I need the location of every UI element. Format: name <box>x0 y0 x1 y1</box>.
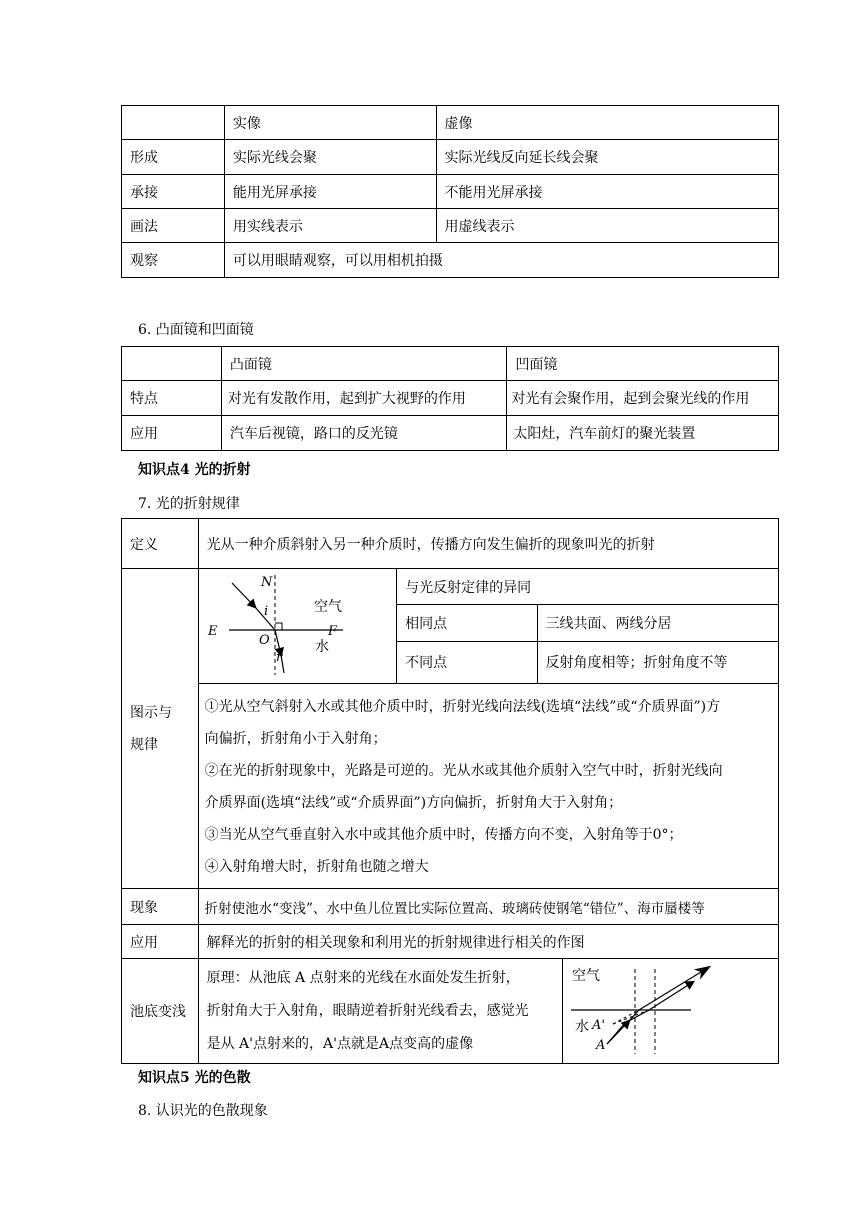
table-row <box>122 175 779 209</box>
table-row <box>122 140 779 175</box>
pool-cell <box>198 959 778 1064</box>
table-cell: 能用光屏承接 <box>224 175 436 209</box>
phenomenon-text: 折射使池水“变浅”、水中鱼儿位置比实际位置高、玻璃砖使钢笔“错位”、海市蜃楼等 <box>198 889 778 925</box>
section-6-title: 6. 凸面镜和凹面镜 <box>138 322 254 338</box>
label-N: N <box>260 575 272 590</box>
row-label: 应用 <box>122 925 199 959</box>
pool-line: 是从 A'点射来的，A'点就是A点变高的虚像 <box>206 1035 474 1052</box>
diff-label: 不同点 <box>397 641 537 683</box>
knowledge-point-5-title: 知识点5 光的色散 <box>138 1070 251 1086</box>
label-A: A <box>595 1038 605 1053</box>
table-row <box>122 889 779 925</box>
rule-line: 向偏折，折射角小于入射角； <box>204 731 387 747</box>
table-cell: 实际光线反向延长线会聚 <box>436 140 778 175</box>
knowledge-point-4-title: 知识点4 光的折射 <box>138 462 251 478</box>
rule-line: ①光从空气斜射入水或其他介质中时，折射光线向法线(选填“法线”或“介质界面”)方 <box>204 699 721 715</box>
compare-title: 与光反射定律的异同 <box>405 579 532 596</box>
section-7-title: 7. 光的折射规律 <box>138 496 240 512</box>
mirror-table <box>121 346 779 451</box>
table-row <box>122 106 779 140</box>
table-row <box>122 347 779 381</box>
pool-diagram-cell <box>562 959 778 1063</box>
refraction-table <box>121 518 779 1064</box>
table-header-cell: 虚像 <box>436 106 778 140</box>
table-header-cell: 凸面镜 <box>221 347 507 381</box>
pool-inner <box>199 959 778 1063</box>
diff-text: 反射角度相等；折射角度不等 <box>537 641 778 683</box>
label-air: 空气 <box>313 599 342 615</box>
table-row <box>122 569 779 684</box>
definition-text: 光从一种介质斜射入另一种介质时，传播方向发生偏折的现象叫光的折射 <box>198 519 778 569</box>
label-r: r <box>275 650 282 665</box>
rule-label-line: 规律 <box>130 736 158 753</box>
row-label: 承接 <box>122 175 225 209</box>
row-label: 特点 <box>122 381 222 416</box>
table-row <box>122 209 779 243</box>
table-cell: 对光有发散作用，起到扩大视野的作用 <box>221 381 507 416</box>
table-header-cell: 凹面镜 <box>507 347 779 381</box>
label-E: E <box>207 624 218 639</box>
application-text: 解释光的折射的相关现象和利用光的折射规律进行相关的作图 <box>198 925 778 959</box>
table-row <box>122 925 779 959</box>
table-row <box>122 243 779 278</box>
refraction-diagram-cell <box>199 569 397 683</box>
row-label: 画法 <box>122 209 225 243</box>
same-label: 相同点 <box>397 605 537 642</box>
label-O: O <box>258 633 270 648</box>
row-label: 现象 <box>122 889 199 925</box>
table-cell: 对光有会聚作用，起到会聚光线的作用 <box>507 381 779 416</box>
label-A-prime: A' <box>591 1018 605 1033</box>
label-i: i <box>263 604 268 619</box>
table-row <box>122 684 779 889</box>
row-label: 定义 <box>122 519 199 569</box>
table-cell: 实际光线会聚 <box>224 140 436 175</box>
rule-line: 介质界面(选填“法线”或“介质界面”)方向偏折，折射角大于入射角； <box>204 795 623 811</box>
rule-line: ③当光从空气垂直射入水中或其他介质中时，传播方向不变，入射角等于0°； <box>204 827 683 843</box>
row-label <box>122 569 199 889</box>
table-cell: 可以用眼睛观察，可以用相机拍摄 <box>224 243 778 278</box>
pool-principle <box>199 959 562 1063</box>
section-8-title: 8. 认识光的色散现象 <box>138 1103 268 1119</box>
diagram-compare-inner <box>199 569 778 683</box>
same-text: 三线共面、两线分居 <box>537 605 778 642</box>
row-label: 观察 <box>122 243 225 278</box>
image-table <box>121 105 779 278</box>
row-label: 应用 <box>122 416 222 451</box>
table-row <box>122 416 779 451</box>
table-row <box>122 959 779 1064</box>
table-cell: 不能用光屏承接 <box>436 175 778 209</box>
rule-label-line: 图示与 <box>130 704 172 721</box>
table-header-cell: 实像 <box>224 106 436 140</box>
table-cell <box>122 347 222 381</box>
pool-line: 原理：从池底 A 点射来的光线在水面处发生折射， <box>206 969 520 986</box>
refraction-diagram <box>199 569 395 679</box>
row-label: 池底变浅 <box>122 959 199 1064</box>
label-water: 水 <box>574 1019 589 1035</box>
table-row <box>122 381 779 416</box>
table-row <box>122 519 779 569</box>
rule-line: ④入射角增大时，折射角也随之增大 <box>204 859 429 875</box>
label-air: 空气 <box>571 968 600 984</box>
rules-cell <box>198 684 778 889</box>
table-cell: 汽车后视镜，路口的反光镜 <box>221 416 507 451</box>
table-cell <box>122 106 225 140</box>
pool-line: 折射角大于入射角，眼睛逆着折射光线看去，感觉光 <box>206 1002 529 1019</box>
pool-diagram <box>563 959 777 1059</box>
row-label: 形成 <box>122 140 225 175</box>
table-cell: 用虚线表示 <box>436 209 778 243</box>
label-water: 水 <box>314 639 329 655</box>
diagram-compare-cell <box>198 569 778 684</box>
label-F: F <box>327 624 337 639</box>
table-cell: 太阳灶，汽车前灯的聚光装置 <box>507 416 779 451</box>
table-cell: 用实线表示 <box>224 209 436 243</box>
rule-line: ②在光的折射现象中，光路是可逆的。光从水或其他介质射入空气中时，折射光线向 <box>204 763 723 779</box>
